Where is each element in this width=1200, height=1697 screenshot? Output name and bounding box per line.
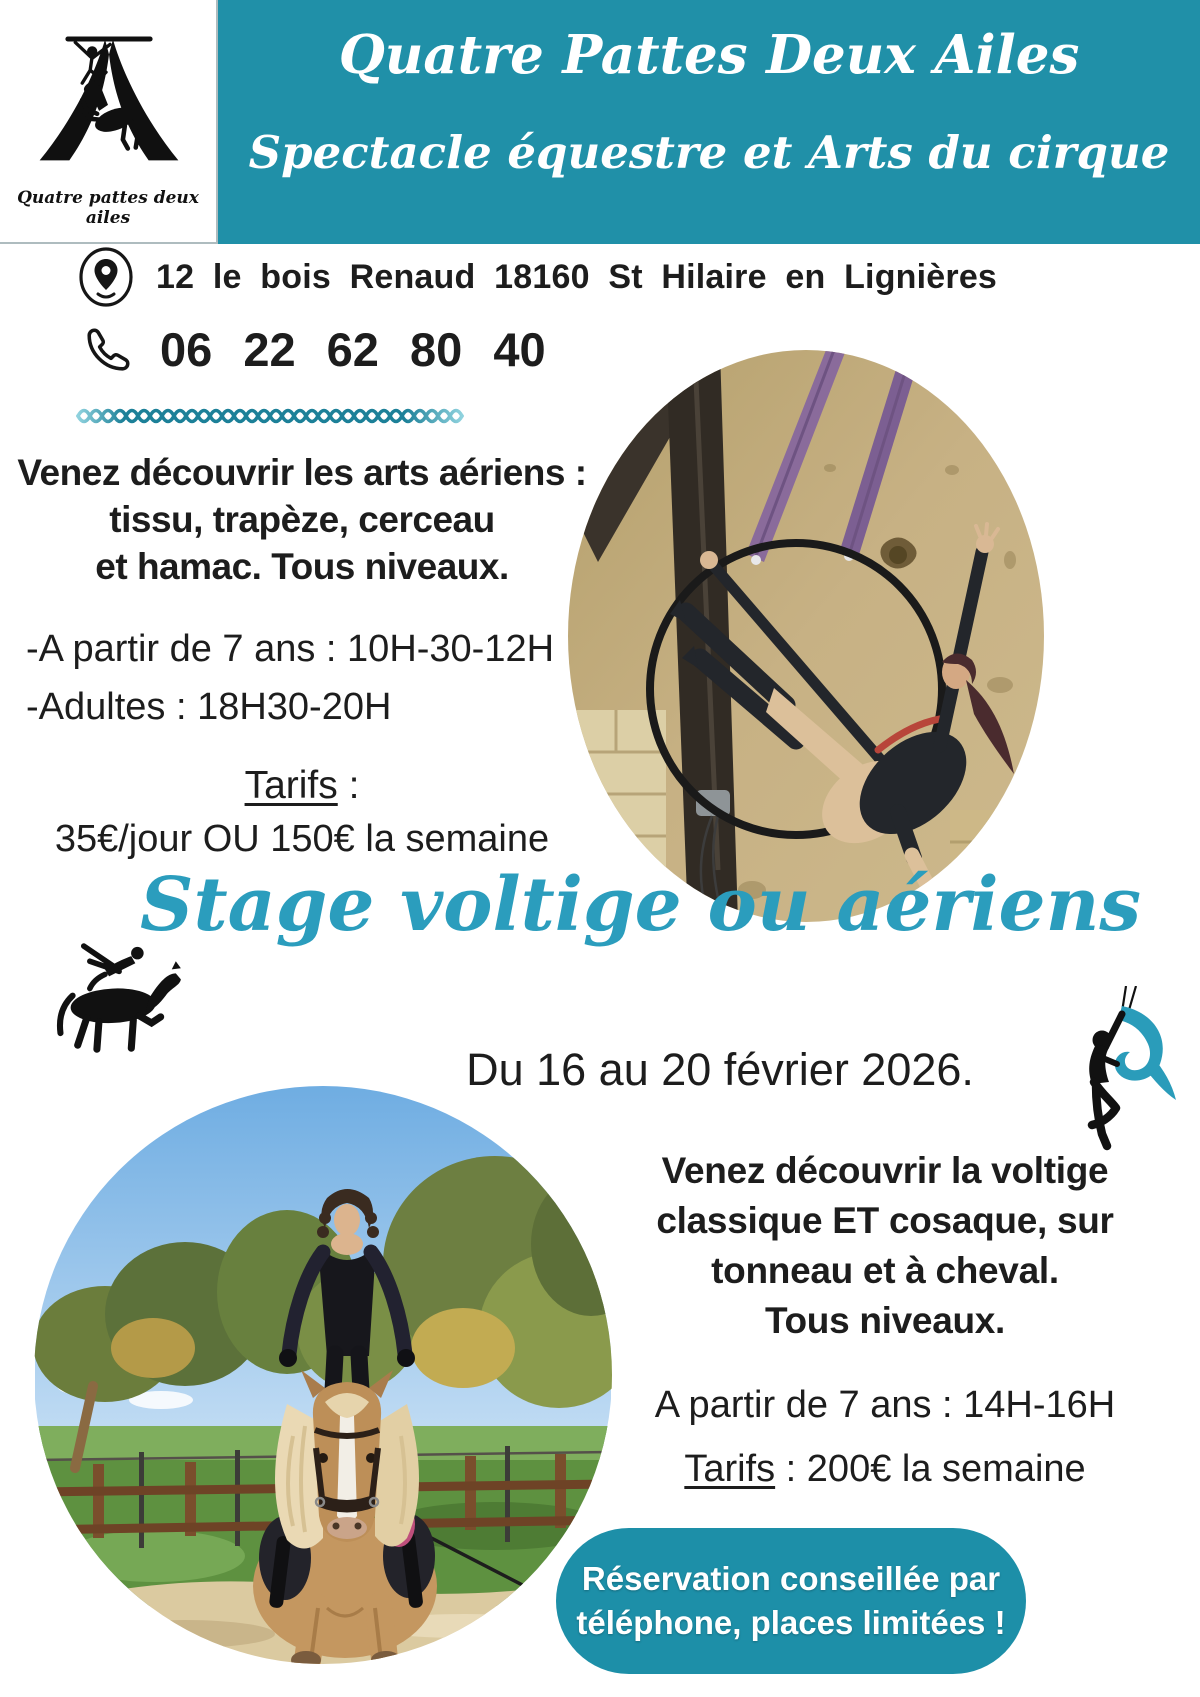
banner-title-line1: Quatre Pattes Deux Ailes [338, 24, 1080, 86]
voltige-intro-line3: tonneau et à cheval. [711, 1250, 1059, 1291]
voltige-intro-line4: Tous niveaux. [764, 1300, 1006, 1341]
reservation-banner [556, 1528, 1026, 1674]
voltige-schedule: A partir de 7 ans : 14H-16H [654, 1384, 1116, 1426]
banner-title-line2: Spectacle équestre et Arts du cirque [248, 126, 1170, 179]
horse-icon [82, 74, 145, 148]
reservation-line1: Réservation conseillée par [581, 1560, 1001, 1597]
reservation-line2: téléphone, places limitées ! [576, 1604, 1006, 1641]
phone-row [84, 316, 546, 382]
aerial-intro-line2: tissu, trapèze, cerceau [109, 499, 495, 540]
aerial-schedule-kids: -A partir de 7 ans : 10H-30-12H [26, 628, 555, 670]
phone-icon [84, 323, 134, 375]
aerial-intro-line1: Venez découvrir les arts aériens : [17, 452, 587, 493]
braided-divider [76, 404, 466, 428]
horse-vaulting-photo [34, 1086, 612, 1664]
phone-number: 06 22 62 80 40 [160, 322, 546, 376]
stage-date: Du 16 au 20 février 2026. [466, 1044, 974, 1095]
aerial-tarifs-heading: Tarifs : [244, 764, 360, 807]
aerial-silk-silhouette-icon [1052, 986, 1178, 1166]
voltige-intro-line1: Venez découvrir la voltige [661, 1150, 1109, 1191]
stage-heading: Stage voltige ou aériens [140, 862, 1142, 948]
voltige-intro-line2: classique ET cosaque, sur [656, 1200, 1114, 1241]
logo [0, 0, 218, 244]
aerial-tarifs-value: 35€/jour OU 150€ la semaine [54, 818, 550, 860]
address-text: 12 le bois Renaud 18160 St Hilaire en Lignières [156, 257, 998, 296]
logo-caption: Quatre pattes deux ailes [17, 188, 199, 228]
aerial-schedule-adults: -Adultes : 18H30-20H [26, 686, 392, 728]
voltige-tarifs: Tarifs : 200€ la semaine [684, 1448, 1086, 1490]
header-banner [218, 0, 1200, 244]
location-pin-icon [78, 246, 134, 308]
aerial-intro-line3: et hamac. Tous niveaux. [95, 546, 509, 587]
aerial-hoop-photo [568, 350, 1044, 922]
circus-tent-logo-icon [0, 12, 218, 172]
address-row [78, 246, 997, 308]
